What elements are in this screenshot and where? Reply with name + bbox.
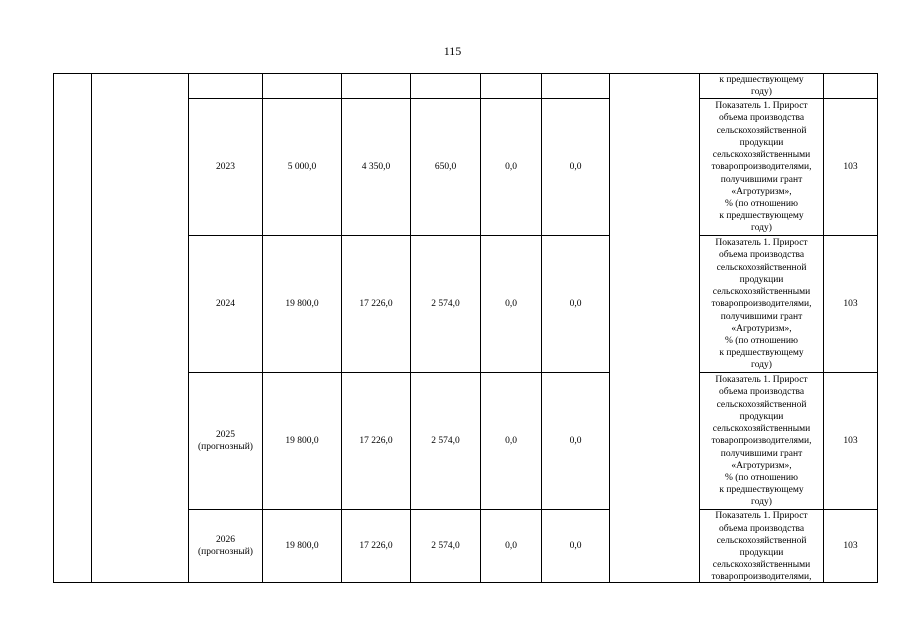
value-cell: 2 574,0 (411, 510, 481, 583)
indicator-line: товаропроизводителями, (711, 299, 812, 310)
indicator-line: товаропроизводителями, (711, 436, 812, 447)
forecast-note: (прогнозный) (198, 442, 253, 453)
indicator-line: сельскохозяйственной (716, 399, 807, 410)
value-cell: 19 800,0 (263, 236, 342, 373)
year-label: 2024 (216, 299, 235, 310)
indicator-line: сельскохозяйственными (712, 287, 811, 298)
indicator-line: продукции (739, 274, 784, 285)
year-cell (189, 510, 263, 583)
indicator-line: к предшествующему (719, 348, 804, 359)
indicator-line: получившими грант (720, 174, 803, 185)
value-cell: 0,0 (542, 99, 610, 236)
indicator-line: получившими грант (720, 311, 803, 322)
year-label: 2026 (216, 535, 235, 546)
indicator-line: объема производства (718, 387, 805, 398)
indicator-line: к предшествующему (719, 485, 804, 496)
indicator-cell-partial (700, 74, 824, 99)
table-cell (481, 74, 542, 99)
indicator-line: к предшествующему (719, 211, 804, 222)
indicator-line: Показатель 1. Прирост (715, 375, 808, 386)
indicator-line: товаропроизводителями, (711, 162, 812, 173)
year-cell (189, 99, 263, 236)
indicator-line: % (по отношению (724, 335, 799, 346)
indicator-cell (700, 236, 824, 373)
value-cell: 0,0 (481, 99, 542, 236)
value-cell: 0,0 (481, 510, 542, 583)
indicator-line: сельскохозяйственными (712, 560, 811, 571)
indicator-line: объема производства (718, 113, 805, 124)
value-cell: 2 574,0 (411, 373, 481, 510)
indicator-line: товаропроизводителями, (711, 572, 812, 583)
indicator-line: объема производства (718, 250, 805, 261)
indicator-line: году) (751, 360, 772, 371)
indicator-line: сельскохозяйственной (716, 535, 807, 546)
target-value-cell: 103 (824, 510, 878, 583)
indicator-line: % (по отношению (724, 472, 799, 483)
indicator-line: Показатель 1. Прирост (715, 238, 808, 249)
indicator-cell (700, 373, 824, 510)
table-row (54, 74, 878, 99)
value-cell: 4 350,0 (342, 99, 411, 236)
table-cell (542, 74, 610, 99)
year-label: 2023 (216, 162, 235, 173)
year-label: 2025 (216, 430, 235, 441)
table-cell (342, 74, 411, 99)
indicator-line: к предшествующему (719, 75, 804, 85)
indicator-line: сельскохозяйственной (716, 125, 807, 136)
forecast-note: (прогнозный) (198, 547, 253, 558)
year-cell (189, 373, 263, 510)
indicator-line: году) (751, 497, 772, 508)
indicator-line: «Агротуризм», (731, 186, 792, 197)
indicator-line: «Агротуризм», (731, 460, 792, 471)
indicator-line: сельскохозяйственными (712, 424, 811, 435)
target-value-cell: 103 (824, 236, 878, 373)
indicator-line: году) (751, 87, 772, 98)
merged-cell-col1 (54, 74, 92, 583)
value-cell: 17 226,0 (342, 236, 411, 373)
indicator-line: продукции (739, 548, 784, 559)
indicator-line: Показатель 1. Прирост (715, 101, 808, 112)
merged-cell-col9 (610, 74, 700, 583)
value-cell: 5 000,0 (263, 99, 342, 236)
indicator-line: сельскохозяйственными (712, 150, 811, 161)
indicator-line: сельскохозяйственной (716, 262, 807, 273)
indicator-line: «Агротуризм», (731, 323, 792, 334)
value-cell: 0,0 (542, 510, 610, 583)
indicator-line: продукции (739, 411, 784, 422)
indicator-line: продукции (739, 137, 784, 148)
value-cell: 0,0 (481, 373, 542, 510)
value-cell: 650,0 (411, 99, 481, 236)
target-value-cell: 103 (824, 99, 878, 236)
indicator-line: году) (751, 223, 772, 234)
page-number: 115 (443, 44, 462, 58)
indicator-line: % (по отношению (724, 198, 799, 209)
indicator-line: получившими грант (720, 448, 803, 459)
target-value-cell: 103 (824, 373, 878, 510)
value-cell: 17 226,0 (342, 373, 411, 510)
value-cell: 0,0 (542, 373, 610, 510)
indicator-cell (700, 510, 824, 583)
value-cell: 0,0 (481, 236, 542, 373)
budget-table (53, 73, 878, 583)
table-cell (263, 74, 342, 99)
table-cell (824, 74, 878, 99)
value-cell: 19 800,0 (263, 510, 342, 583)
merged-cell-col2 (92, 74, 189, 583)
value-cell: 2 574,0 (411, 236, 481, 373)
value-cell: 0,0 (542, 236, 610, 373)
indicator-line: Показатель 1. Прирост (715, 511, 808, 522)
value-cell: 17 226,0 (342, 510, 411, 583)
indicator-cell (700, 99, 824, 236)
year-cell (189, 236, 263, 373)
table-cell (411, 74, 481, 99)
table-cell (189, 74, 263, 99)
indicator-line: объема производства (718, 523, 805, 534)
value-cell: 19 800,0 (263, 373, 342, 510)
